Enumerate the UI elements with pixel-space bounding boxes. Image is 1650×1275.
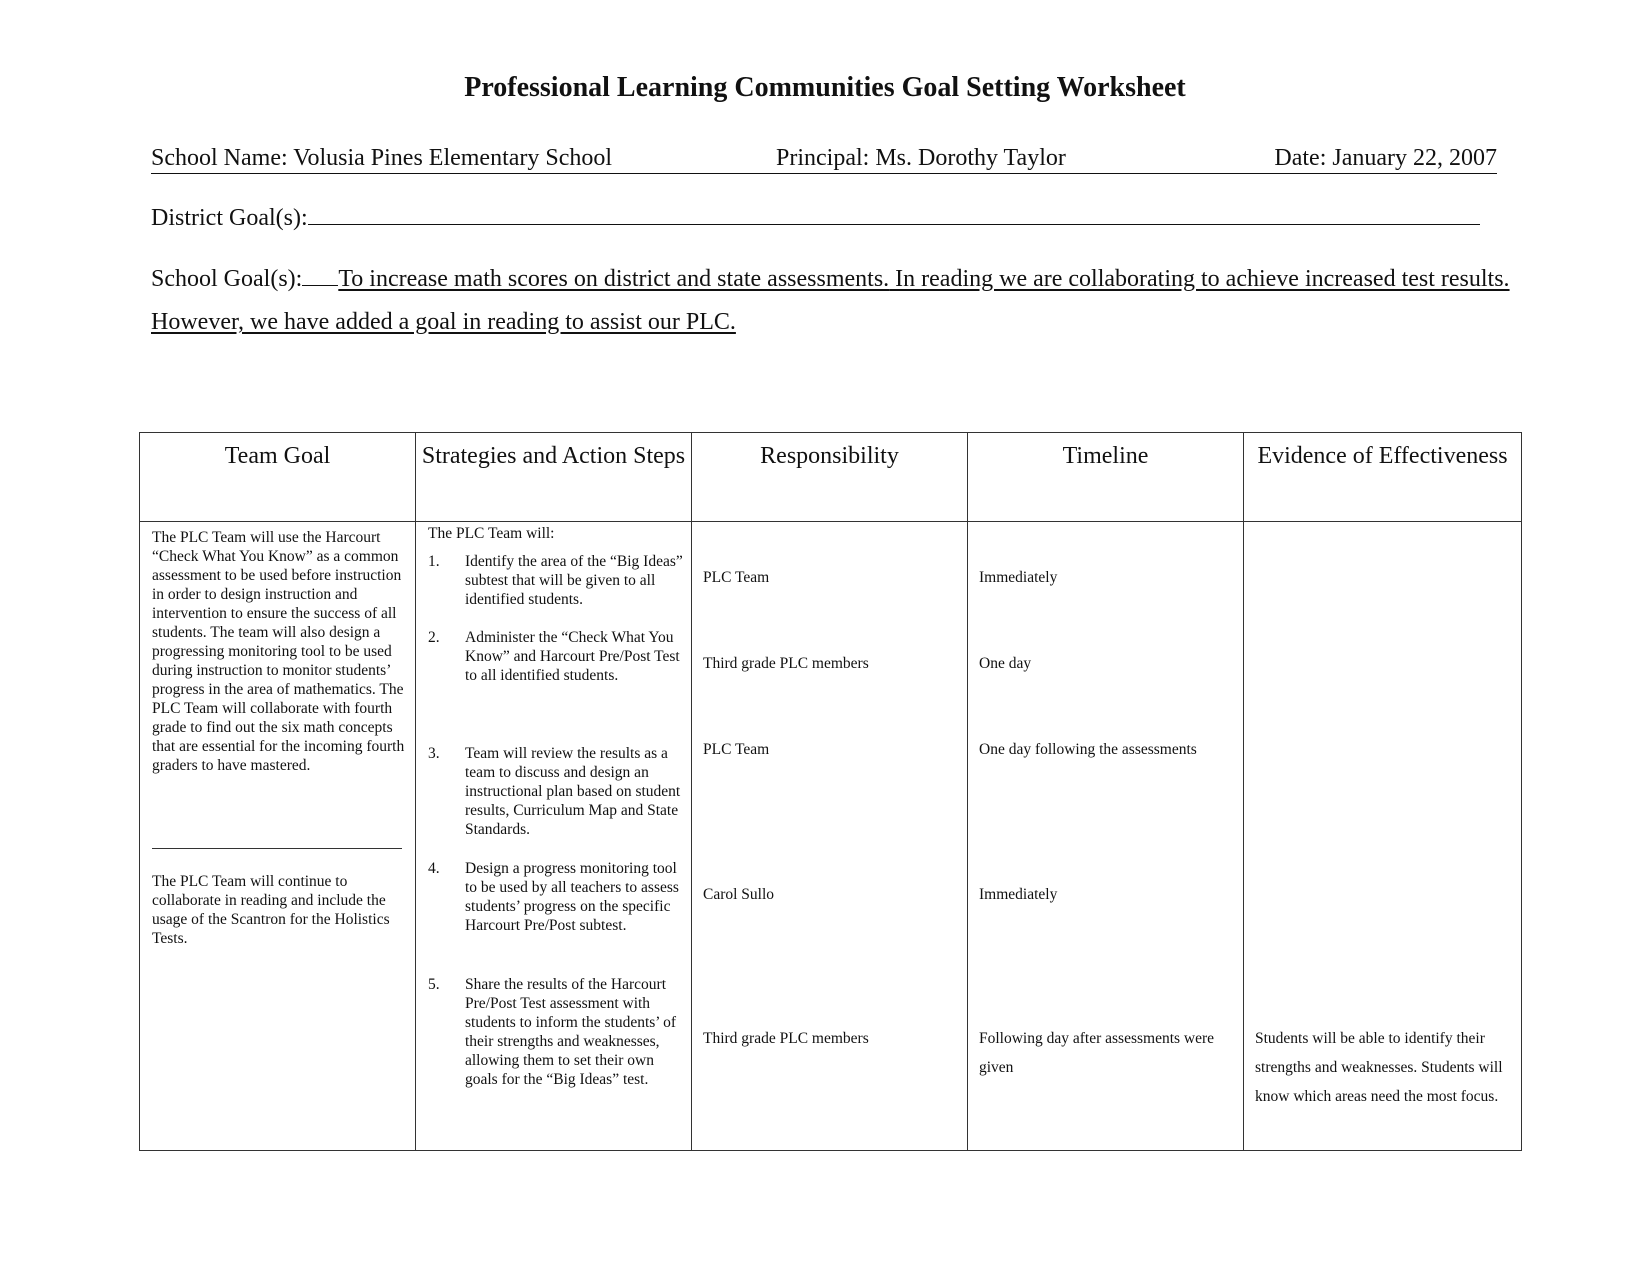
table-header-row <box>140 433 1522 522</box>
goal-table <box>139 432 1522 1151</box>
school-goal-blank <box>302 263 338 286</box>
header-team-goal: Team Goal <box>140 433 416 522</box>
header-info-row <box>151 143 1497 174</box>
timeline-cell <box>968 522 1244 1151</box>
table-row <box>140 522 1522 1151</box>
team-goal-math: The PLC Team will use the Harcourt “Check What You Know” as a common assessment to be used before instruction in order to design instruction and intervention to ensure the success of all students. The team will also design a progressing monitoring tool to be used during instruction to monitor students’ progress in the area of mathematics. The PLC Team will collaborate with fourth grade to find out the six math concepts that are essential for the incoming fourth graders to have mastered. <box>152 529 405 774</box>
school-goal-text-2: In reading we are collaborating to achieve increased test results. However, we have added a goal in reading to assist our PLC. <box>151 266 1510 335</box>
header-evidence: Evidence of Effectiveness <box>1244 433 1522 522</box>
school-goal-label: School Goal(s): <box>151 266 303 292</box>
school-goal-row <box>151 258 1511 344</box>
responsibility-5: Third grade PLC members <box>703 1030 869 1047</box>
timeline-3: One day following the assessments <box>979 741 1197 758</box>
district-goal-blank <box>308 200 1480 225</box>
district-goal-label: District Goal(s): <box>151 205 308 231</box>
timeline-5: Following day after assessments were given <box>979 1030 1215 1076</box>
strategies-intro: The PLC Team will: <box>428 525 555 542</box>
evidence-5: Students will be able to identify their strengths and weaknesses. Students will know which areas need the most focus. <box>1255 1030 1503 1105</box>
timeline-1: Immediately <box>979 569 1058 586</box>
responsibility-3: PLC Team <box>703 741 770 758</box>
principal-name: Principal: Ms. Dorothy Taylor <box>776 145 1066 171</box>
team-goal-cell <box>140 522 416 1151</box>
district-goal-row <box>151 200 1497 233</box>
evidence-cell <box>1244 522 1522 1151</box>
school-goal-text-1: To increase math scores on district and state assessments. <box>338 266 890 292</box>
header-strategies: Strategies and Action Steps <box>416 433 692 522</box>
school-name: School Name: Volusia Pines Elementary School <box>151 145 613 171</box>
timeline-4: Immediately <box>979 886 1058 903</box>
worksheet-date: Date: January 22, 2007 <box>1274 145 1497 171</box>
worksheet-title: Professional Learning Communities Goal Setting Worksheet <box>464 72 1186 103</box>
goal-divider <box>152 848 402 849</box>
strategies-cell: The PLC Team will: 1. Identify the area of the “Big Ideas” subtest that will be given to all identified students. 2. Administer the “Check What You Know” and Harcourt Pre/Post Test to all identified students. 3. Team will review the results as a team to discuss and design an instructional plan based on student results, Curriculum Map and State Standards. 4. Design a progress monitoring tool to be used by all teachers to assess students’ progress on the specific Harcourt Pre/Post subtest. 5. Share the results of the Harcourt Pre/Post Test assessment with students to inform the students’ of their strengths and weaknesses, allowing them to set their own goals for the “Big Ideas” test. <box>416 522 692 1151</box>
responsibility-2: Third grade PLC members <box>703 655 869 672</box>
responsibility-cell <box>692 522 968 1151</box>
timeline-2: One day <box>979 655 1032 672</box>
responsibility-4: Carol Sullo <box>703 886 775 903</box>
header-responsibility: Responsibility <box>692 433 968 522</box>
responsibility-1: PLC Team <box>703 569 770 586</box>
team-goal-reading: The PLC Team will continue to collaborate in reading and include the usage of the Scantron for the Holistics Tests. <box>152 873 390 947</box>
header-timeline: Timeline <box>968 433 1244 522</box>
